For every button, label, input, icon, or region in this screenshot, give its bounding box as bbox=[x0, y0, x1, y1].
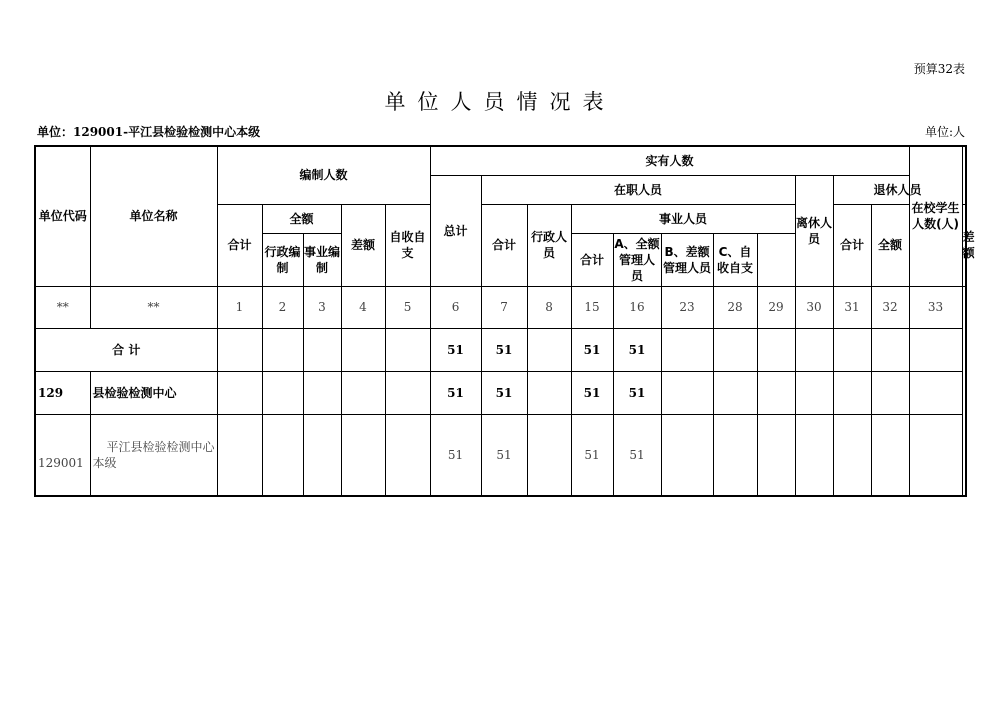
index-cell: ** bbox=[35, 286, 90, 328]
table-cell bbox=[262, 328, 303, 371]
header-admin-person: 行政人员 bbox=[527, 204, 571, 286]
table-cell: 51 bbox=[430, 414, 481, 496]
table-cell: 51 bbox=[571, 414, 613, 496]
index-row bbox=[35, 286, 966, 328]
table-cell bbox=[909, 414, 962, 496]
table-cell bbox=[341, 371, 385, 414]
table-row bbox=[35, 371, 966, 414]
index-cell: 2 bbox=[262, 286, 303, 328]
header-cat-c: C、自收自支 bbox=[713, 233, 757, 286]
table-cell bbox=[757, 414, 795, 496]
index-cell: 1 bbox=[217, 286, 262, 328]
header-full-amount: 全额 bbox=[262, 204, 341, 233]
index-cell: 31 bbox=[833, 286, 871, 328]
row-code: 129 bbox=[35, 371, 90, 414]
header-in-subtotal: 合计 bbox=[481, 204, 527, 286]
table-cell bbox=[871, 371, 909, 414]
header-inst-staff: 事业编制 bbox=[303, 233, 341, 286]
table-cell bbox=[262, 414, 303, 496]
table-cell: 51 bbox=[430, 371, 481, 414]
index-cell: 6 bbox=[430, 286, 481, 328]
index-cell: 15 bbox=[571, 286, 613, 328]
table-cell bbox=[871, 328, 909, 371]
header-cat-b: B、差额管理人员 bbox=[661, 233, 713, 286]
table-cell bbox=[385, 371, 430, 414]
table-cell bbox=[385, 328, 430, 371]
table-cell bbox=[341, 414, 385, 496]
header-retired-leave: 离休人员 bbox=[795, 175, 833, 286]
table-cell bbox=[713, 328, 757, 371]
index-cell: 28 bbox=[713, 286, 757, 328]
header-students: 在校学生人数(人) bbox=[909, 146, 962, 286]
table-row-total bbox=[35, 328, 966, 371]
page-title: 单位人员情况表 bbox=[384, 90, 616, 114]
table-cell bbox=[757, 328, 795, 371]
header-subtotal: 合计 bbox=[217, 204, 262, 286]
index-cell: 16 bbox=[613, 286, 661, 328]
index-cell: 30 bbox=[795, 286, 833, 328]
header-inst-person: 事业人员 bbox=[571, 204, 795, 233]
table-cell bbox=[303, 371, 341, 414]
table-cell bbox=[217, 414, 262, 496]
header-retired: 退休人员 bbox=[833, 175, 962, 204]
table-cell bbox=[262, 371, 303, 414]
measure-unit: 单位:人 bbox=[924, 125, 965, 139]
table-cell bbox=[909, 328, 962, 371]
table-cell bbox=[713, 371, 757, 414]
index-cell: 7 bbox=[481, 286, 527, 328]
table-cell bbox=[303, 328, 341, 371]
table-cell bbox=[795, 371, 833, 414]
header-ret-subtotal: 合计 bbox=[833, 204, 871, 286]
header-authorized: 编制人数 bbox=[217, 146, 430, 204]
header-diff-amount: 差额 bbox=[341, 204, 385, 286]
row-name: 平江县检验检测中心本级 bbox=[90, 414, 217, 496]
header-actual: 实有人数 bbox=[430, 146, 909, 175]
index-cell: ** bbox=[90, 286, 217, 328]
header-cat-a: A、全额管理人员 bbox=[613, 233, 661, 286]
table-cell: 51 bbox=[613, 371, 661, 414]
table-cell: 51 bbox=[613, 328, 661, 371]
index-cell: 29 bbox=[757, 286, 795, 328]
table-cell bbox=[795, 414, 833, 496]
header-unit-name: 单位名称 bbox=[90, 146, 217, 286]
index-cell: 23 bbox=[661, 286, 713, 328]
table-cell bbox=[909, 371, 962, 414]
table-cell: 51 bbox=[571, 328, 613, 371]
table-cell: 51 bbox=[571, 371, 613, 414]
index-cell: 3 bbox=[303, 286, 341, 328]
table-cell bbox=[217, 371, 262, 414]
index-cell: 32 bbox=[871, 286, 909, 328]
table-cell bbox=[527, 371, 571, 414]
table-cell bbox=[341, 328, 385, 371]
table-cell bbox=[527, 414, 571, 496]
table-cell bbox=[795, 328, 833, 371]
index-cell: 4 bbox=[341, 286, 385, 328]
table-cell: 51 bbox=[430, 328, 481, 371]
row-name: 合 计 bbox=[35, 328, 217, 371]
table-cell: 51 bbox=[481, 414, 527, 496]
table-cell bbox=[527, 328, 571, 371]
table-cell: 51 bbox=[481, 371, 527, 414]
table-cell bbox=[661, 328, 713, 371]
table-cell bbox=[303, 414, 341, 496]
header-ret-full: 全额 bbox=[871, 204, 909, 286]
table-cell bbox=[833, 371, 871, 414]
index-cell: 8 bbox=[527, 286, 571, 328]
index-cell: 33 bbox=[909, 286, 962, 328]
row-code: 129001 bbox=[35, 414, 90, 496]
unit-label: 单位：129001-平江县检验检测中心本级 bbox=[37, 125, 261, 139]
table-cell: 51 bbox=[613, 414, 661, 496]
header-admin-staff: 行政编制 bbox=[262, 233, 303, 286]
table-row bbox=[35, 414, 966, 496]
header-in-service: 在职人员 bbox=[481, 175, 795, 204]
table-cell bbox=[833, 328, 871, 371]
personnel-table bbox=[34, 145, 975, 497]
table-cell bbox=[385, 414, 430, 496]
row-name: 县检验检测中心 bbox=[90, 371, 217, 414]
table-cell bbox=[217, 328, 262, 371]
table-cell bbox=[833, 414, 871, 496]
table-cell bbox=[661, 371, 713, 414]
form-number: 预算32表 bbox=[913, 62, 965, 76]
header-ret-diff: 差额 bbox=[962, 204, 966, 286]
header-self-funded: 自收自支 bbox=[385, 204, 430, 286]
header-unit-code: 单位代码 bbox=[35, 146, 90, 286]
table-cell bbox=[871, 414, 909, 496]
index-cell: 5 bbox=[385, 286, 430, 328]
table-cell bbox=[757, 371, 795, 414]
table-cell bbox=[713, 414, 757, 496]
header-inst-subtotal: 合计 bbox=[571, 233, 613, 286]
table-cell: 51 bbox=[481, 328, 527, 371]
table-cell bbox=[661, 414, 713, 496]
header-total: 总计 bbox=[430, 175, 481, 286]
